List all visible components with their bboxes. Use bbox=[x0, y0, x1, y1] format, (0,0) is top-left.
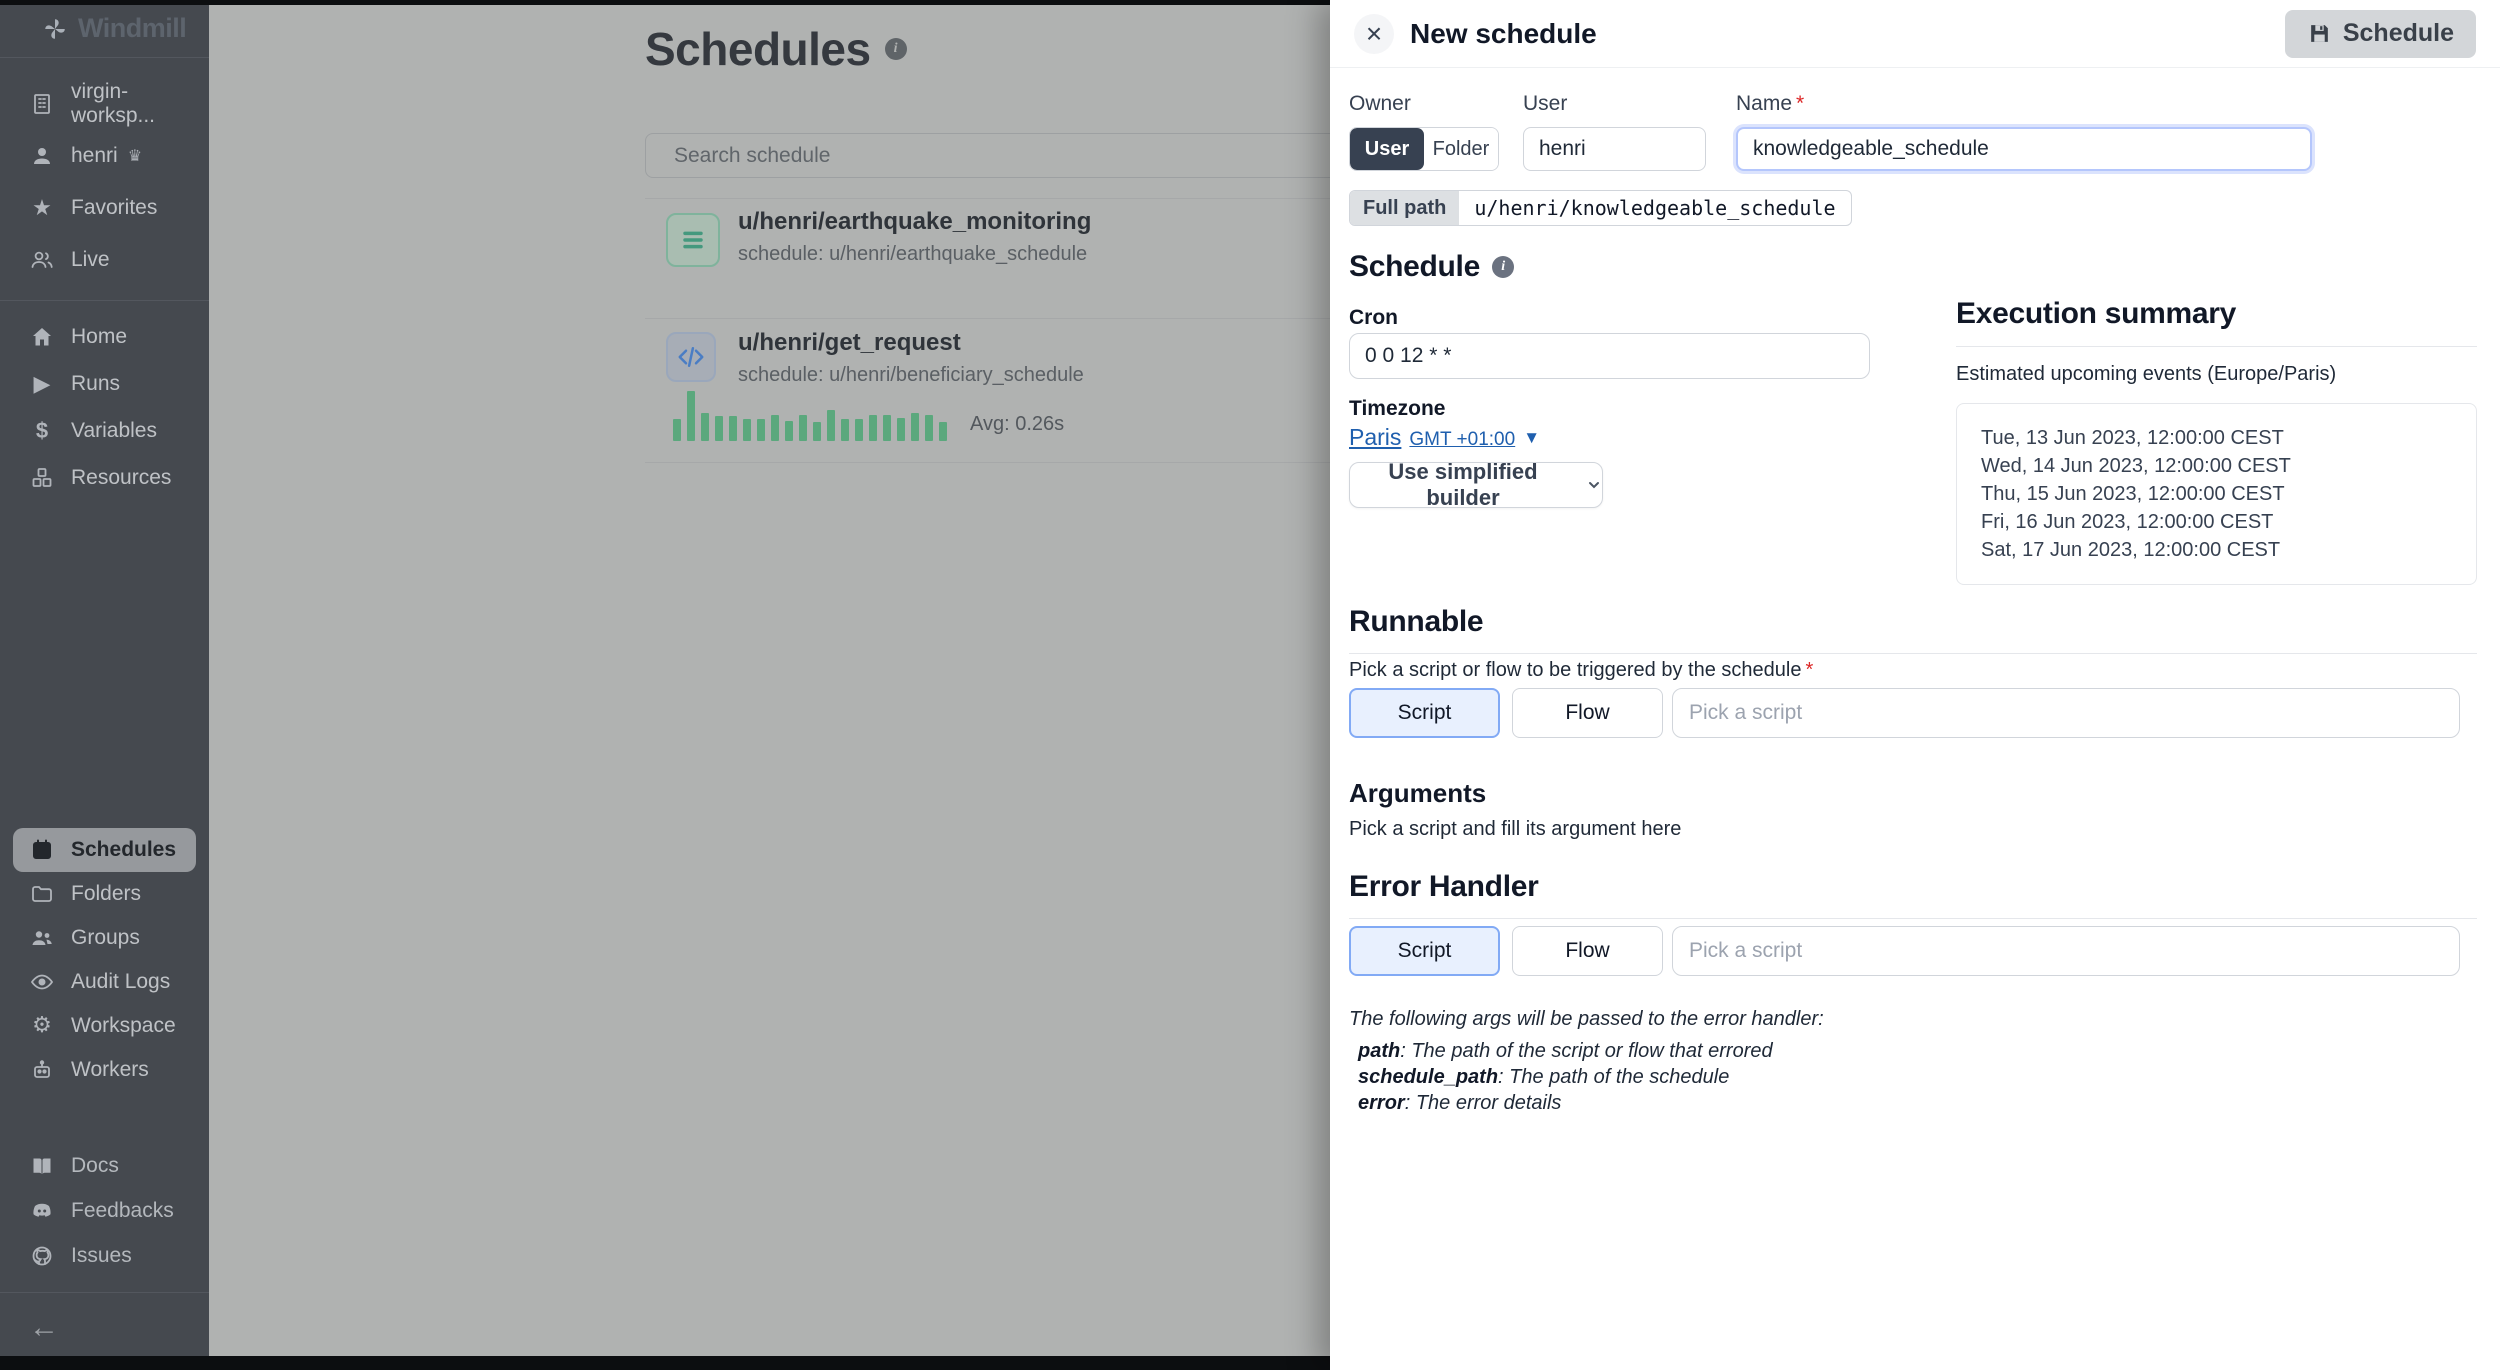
name-field-input[interactable] bbox=[1736, 127, 2312, 171]
sidebar-item-label: Variables bbox=[71, 418, 157, 442]
timezone-offset: GMT +01:00 bbox=[1409, 429, 1516, 450]
duration-bar bbox=[743, 419, 751, 441]
name-field-label: Name * bbox=[1736, 92, 1805, 115]
new-schedule-drawer bbox=[1330, 0, 2500, 1370]
timezone-select[interactable] bbox=[1349, 424, 1540, 451]
arguments-hint: Pick a script and fill its argument here bbox=[1349, 818, 1682, 840]
star-icon: ★ bbox=[32, 195, 52, 220]
upcoming-events-box bbox=[1956, 403, 2477, 585]
error-handler-script-option[interactable]: Script bbox=[1349, 926, 1500, 976]
required-asterisk: * bbox=[1796, 92, 1805, 115]
runnable-script-picker[interactable] bbox=[1672, 688, 2460, 738]
execution-duration-bars bbox=[673, 391, 947, 441]
sidebar-footer-group bbox=[0, 1143, 209, 1292]
avg-duration-label: Avg: 0.26s bbox=[970, 413, 1065, 435]
required-asterisk: * bbox=[1805, 659, 1814, 681]
app-logo-label: Windmill bbox=[78, 13, 187, 43]
execution-summary-subtitle: Estimated upcoming events (Europe/Paris) bbox=[1956, 363, 2337, 385]
duration-bar bbox=[883, 415, 891, 441]
app-logo[interactable] bbox=[0, 0, 209, 58]
user-icon bbox=[29, 143, 55, 169]
save-icon bbox=[2307, 21, 2332, 46]
duration-bar bbox=[701, 413, 709, 441]
sidebar-item-label: Live bbox=[71, 248, 110, 271]
sidebar-nav-group bbox=[0, 300, 209, 501]
simplified-builder-button[interactable]: Use simplified builder bbox=[1349, 462, 1603, 508]
home-icon bbox=[29, 324, 55, 350]
sidebar-item-issues[interactable] bbox=[0, 1233, 209, 1278]
drawer-title: New schedule bbox=[1410, 17, 1597, 49]
sidebar-item-docs[interactable] bbox=[0, 1143, 209, 1188]
event-row: Tue, 13 Jun 2023, 12:00:00 CEST bbox=[1981, 427, 2284, 449]
event-row: Fri, 16 Jun 2023, 12:00:00 CEST bbox=[1981, 511, 2274, 533]
owner-toggle bbox=[1349, 127, 1499, 171]
arrow-left-icon[interactable]: ← bbox=[29, 1311, 59, 1344]
sidebar-item-resources[interactable] bbox=[0, 454, 209, 501]
sidebar-item-label: Issues bbox=[71, 1243, 132, 1267]
error-handler-script-picker[interactable] bbox=[1672, 926, 2460, 976]
sidebar-item-audit-logs[interactable] bbox=[0, 960, 209, 1004]
duration-bar bbox=[911, 413, 919, 441]
book-icon bbox=[29, 1153, 55, 1179]
timezone-city: Paris bbox=[1349, 424, 1402, 450]
sidebar-item-label: Workers bbox=[71, 1058, 149, 1081]
users-icon bbox=[29, 247, 55, 273]
duration-bar bbox=[855, 419, 863, 441]
duration-bar bbox=[729, 416, 737, 441]
discord-icon bbox=[29, 1198, 55, 1224]
sidebar-item-label: Favorites bbox=[71, 196, 158, 219]
code-icon bbox=[666, 332, 716, 382]
sidebar-item-label: Groups bbox=[71, 926, 140, 949]
duration-bar bbox=[715, 416, 723, 441]
calendar-icon bbox=[29, 837, 55, 863]
schedule-subpath: schedule: u/henri/earthquake_schedule bbox=[738, 243, 1088, 265]
sidebar-item-schedules[interactable] bbox=[13, 828, 196, 872]
windmill-logo-icon bbox=[42, 16, 68, 42]
info-icon[interactable]: i bbox=[1492, 256, 1514, 278]
sidebar-admin-group bbox=[0, 828, 209, 1092]
sidebar-item-workers[interactable] bbox=[0, 1048, 209, 1092]
duration-bar bbox=[687, 391, 695, 441]
duration-bar bbox=[757, 419, 765, 441]
close-icon[interactable]: × bbox=[1354, 14, 1394, 54]
execution-summary bbox=[1956, 297, 2477, 585]
full-path-field bbox=[1349, 190, 1852, 226]
eye-icon bbox=[29, 969, 55, 995]
duration-bar bbox=[827, 410, 835, 441]
chevron-down-icon bbox=[1586, 477, 1602, 493]
page-title: Schedules bbox=[645, 23, 871, 75]
schedule-subpath: schedule: u/henri/beneficiary_schedule bbox=[738, 364, 1084, 386]
caret-down-icon: ▼ bbox=[1523, 427, 1541, 447]
sidebar-item-live[interactable] bbox=[0, 234, 209, 286]
sidebar-item-label: Audit Logs bbox=[71, 970, 171, 993]
error-arg-error: error: The error details bbox=[1358, 1092, 1562, 1114]
runnable-script-option[interactable]: Script bbox=[1349, 688, 1500, 738]
user-field-input[interactable] bbox=[1523, 127, 1706, 171]
duration-bar bbox=[869, 415, 877, 441]
sidebar-collapse-row bbox=[0, 1293, 209, 1345]
sidebar-item-user[interactable] bbox=[0, 130, 209, 182]
top-strip bbox=[0, 0, 1330, 5]
drawer-header bbox=[1330, 0, 2500, 68]
duration-bar bbox=[925, 415, 933, 441]
duration-bar bbox=[799, 415, 807, 441]
schedule-path: u/henri/earthquake_monitoring bbox=[738, 208, 1092, 235]
runnable-flow-option[interactable]: Flow bbox=[1512, 688, 1663, 738]
error-handler-note: The following args will be passed to the error handler: bbox=[1349, 1008, 1824, 1030]
sidebar-item-label: Folders bbox=[71, 882, 142, 905]
sidebar-item-label: virgin-worksp... bbox=[71, 80, 156, 127]
sidebar-workspace-group bbox=[0, 58, 209, 300]
sidebar-item-label: Schedules bbox=[71, 838, 177, 861]
schedule-path: u/henri/get_request bbox=[738, 329, 961, 356]
duration-bar bbox=[673, 419, 681, 441]
sidebar-item-label: Home bbox=[71, 324, 128, 348]
duration-bar bbox=[785, 421, 793, 441]
error-arg-path: path: The path of the script or flow that errored bbox=[1358, 1040, 1773, 1062]
user-field-label: User bbox=[1523, 92, 1568, 115]
runnable-section-title: Runnable bbox=[1349, 605, 1484, 638]
runnable-hint: Pick a script or flow to be triggered by the schedule * bbox=[1349, 659, 1814, 681]
sidebar-item-label: Workspace bbox=[71, 1014, 176, 1037]
duration-bar bbox=[771, 415, 779, 441]
sidebar bbox=[0, 0, 209, 1370]
sidebar-item-variables[interactable] bbox=[0, 407, 209, 454]
event-row: Wed, 14 Jun 2023, 12:00:00 CEST bbox=[1981, 455, 2291, 477]
sidebar-item-home[interactable] bbox=[0, 313, 209, 360]
divider bbox=[1956, 346, 2477, 347]
building-icon bbox=[29, 91, 55, 117]
github-icon bbox=[29, 1243, 55, 1269]
error-handler-section-title: Error Handler bbox=[1349, 870, 1539, 903]
duration-bar bbox=[841, 419, 849, 441]
flow-icon bbox=[666, 213, 720, 267]
info-icon[interactable]: i bbox=[885, 38, 907, 60]
duration-bar bbox=[939, 422, 947, 441]
full-path-value: u/henri/knowledgeable_schedule bbox=[1474, 196, 1836, 220]
robot-icon bbox=[29, 1057, 55, 1083]
error-handler-flow-option[interactable]: Flow bbox=[1512, 926, 1663, 976]
schedule-section-title: Schedule i bbox=[1349, 250, 1514, 284]
duration-bar bbox=[813, 422, 821, 441]
sidebar-item-label: Runs bbox=[71, 371, 121, 395]
event-row: Thu, 15 Jun 2023, 12:00:00 CEST bbox=[1981, 483, 2285, 505]
crown-icon: ♛ bbox=[127, 148, 143, 165]
sidebar-item-workspace-settings[interactable] bbox=[0, 1004, 209, 1048]
schedule-submit-button[interactable] bbox=[2285, 10, 2476, 58]
sidebar-item-workspace[interactable] bbox=[0, 78, 209, 130]
gear-icon: ⚙ bbox=[32, 1013, 52, 1038]
sidebar-item-runs[interactable] bbox=[0, 360, 209, 407]
timezone-label: Timezone bbox=[1349, 397, 1446, 420]
owner-folder-option[interactable]: Folder bbox=[1424, 128, 1498, 170]
schedule-submit-label: Schedule bbox=[2342, 19, 2454, 47]
folder-icon bbox=[29, 881, 55, 907]
arguments-section-title: Arguments bbox=[1349, 778, 1487, 808]
play-icon: ▶ bbox=[33, 370, 51, 396]
owner-label: Owner bbox=[1349, 92, 1411, 115]
dollar-icon: $ bbox=[35, 417, 49, 443]
bottom-strip bbox=[0, 1356, 1330, 1370]
boxes-icon bbox=[29, 465, 55, 491]
sidebar-item-folders[interactable] bbox=[0, 872, 209, 916]
execution-summary-title: Execution summary bbox=[1956, 297, 2237, 330]
cron-input[interactable] bbox=[1349, 333, 1870, 379]
cron-label: Cron bbox=[1349, 306, 1398, 329]
full-path-label: Full path bbox=[1350, 191, 1459, 225]
duration-bar bbox=[897, 418, 905, 441]
sidebar-item-label: Resources bbox=[71, 465, 172, 489]
sidebar-item-feedbacks[interactable] bbox=[0, 1188, 209, 1233]
error-arg-schedule-path: schedule_path: The path of the schedule bbox=[1358, 1066, 1730, 1088]
sidebar-item-label: henri bbox=[71, 144, 118, 167]
sidebar-item-favorites[interactable] bbox=[0, 182, 209, 234]
sidebar-item-label: Feedbacks bbox=[71, 1198, 174, 1222]
event-row: Sat, 17 Jun 2023, 12:00:00 CEST bbox=[1981, 539, 2281, 561]
sidebar-item-label: Docs bbox=[71, 1153, 119, 1177]
group-icon bbox=[29, 925, 55, 951]
owner-user-option[interactable]: User bbox=[1350, 128, 1424, 170]
sidebar-item-groups[interactable] bbox=[0, 916, 209, 960]
